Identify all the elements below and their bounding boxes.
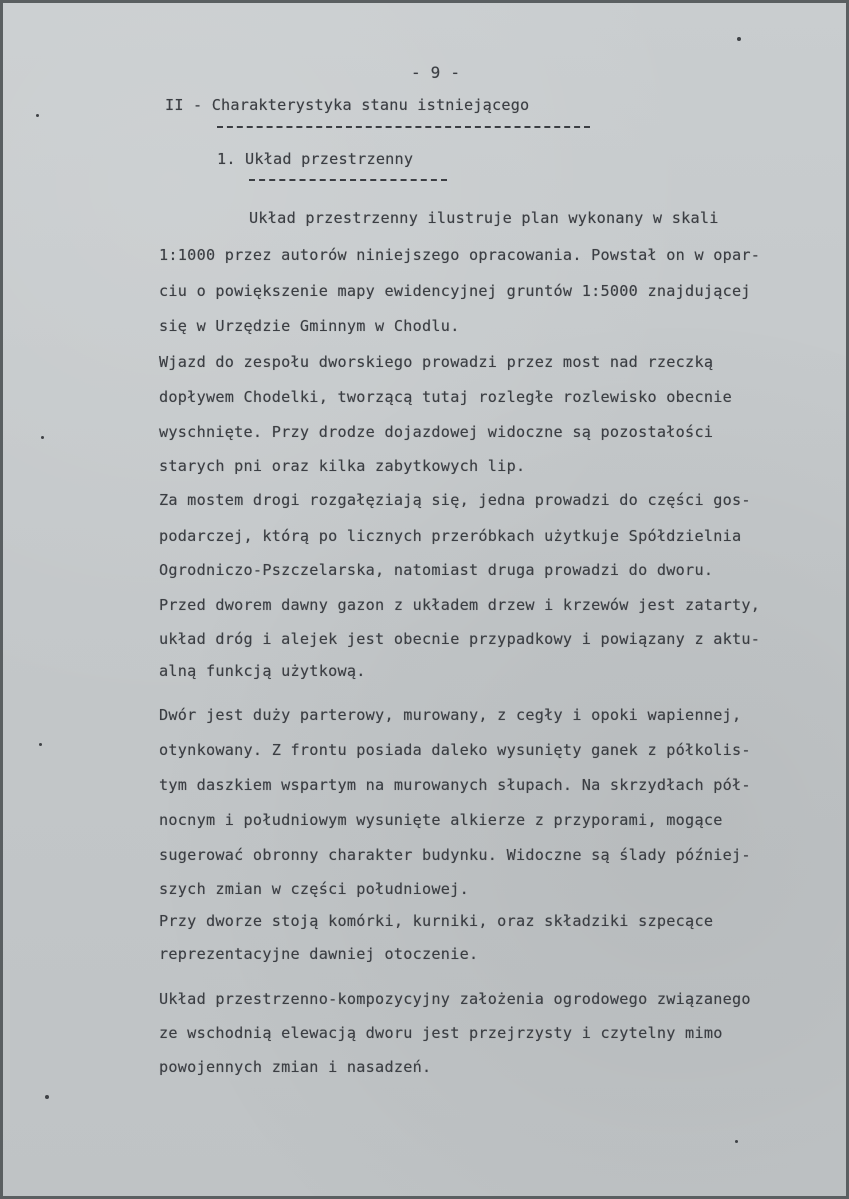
scan-speck	[36, 114, 39, 117]
scan-speck	[41, 436, 44, 439]
text-line: dopływem Chodelki, tworzącą tutaj rozległe rozlewisko obecnie	[159, 388, 733, 406]
text-line: podarczej, którą po licznych przeróbkach użytkuje Spółdzielnia	[159, 527, 742, 545]
scan-speck	[39, 743, 42, 746]
text-line: Układ przestrzenny ilustruje plan wykonany w skali	[249, 209, 719, 227]
text-line: Ogrodniczo-Pszczelarska, natomiast druga prowadzi do dworu.	[159, 561, 714, 579]
section-heading: II - Charakterystyka stanu istniejącego	[165, 96, 530, 114]
text-line: sugerować obronny charakter budynku. Widoczne są ślady później-	[159, 846, 751, 864]
scan-speck	[45, 1095, 49, 1099]
text-line: Układ przestrzenno-kompozycyjny założenia ogrodowego związanego	[159, 990, 751, 1008]
text-line: ze wschodnią elewacją dworu jest przejrzysty i czytelny mimo	[159, 1024, 723, 1042]
text-line: wyschnięte. Przy drodze dojazdowej widoczne są pozostałości	[159, 423, 714, 441]
text-line: nocnym i południowym wysunięte alkierze z przyporami, mogące	[159, 811, 723, 829]
text-line: Dwór jest duży parterowy, murowany, z cegły i opoki wapiennej,	[159, 706, 742, 724]
subsection-heading: 1. Układ przestrzenny	[217, 150, 414, 168]
text-line: starych pni oraz kilka zabytkowych lip.	[159, 457, 526, 475]
text-line: tym daszkiem wspartym na murowanych słupach. Na skrzydłach pół-	[159, 776, 751, 794]
section-heading-underline	[217, 126, 590, 128]
text-line: reprezentacyjne dawniej otoczenie.	[159, 945, 479, 963]
text-line: Wjazd do zespołu dworskiego prowadzi przez most nad rzeczką	[159, 353, 714, 371]
text-line: układ dróg i alejek jest obecnie przypadkowy i powiązany z aktu-	[159, 630, 761, 648]
text-line: Przed dworem dawny gazon z układem drzew i krzewów jest zatarty,	[159, 596, 761, 614]
scan-speck	[735, 1140, 738, 1143]
subsection-heading-underline	[249, 179, 447, 181]
text-line: powojennych zmian i nasadzeń.	[159, 1058, 432, 1076]
text-line: ciu o powiększenie mapy ewidencyjnej gruntów 1:5000 znajdującej	[159, 282, 751, 300]
page-number: - 9 -	[411, 63, 461, 82]
text-line: alną funkcją użytkową.	[159, 662, 366, 680]
text-line: otynkowany. Z frontu posiada daleko wysunięty ganek z półkolis-	[159, 741, 751, 759]
text-line: szych zmian w części południowej.	[159, 880, 469, 898]
scan-speck	[737, 37, 741, 41]
text-line: się w Urzędzie Gminnym w Chodlu.	[159, 317, 460, 335]
text-line: Przy dworze stoją komórki, kurniki, oraz składziki szpecące	[159, 912, 714, 930]
text-line: 1:1000 przez autorów niniejszego opracowania. Powstał on w opar-	[159, 246, 761, 264]
text-line: Za mostem drogi rozgałęziają się, jedna prowadzi do części gos-	[159, 491, 751, 509]
